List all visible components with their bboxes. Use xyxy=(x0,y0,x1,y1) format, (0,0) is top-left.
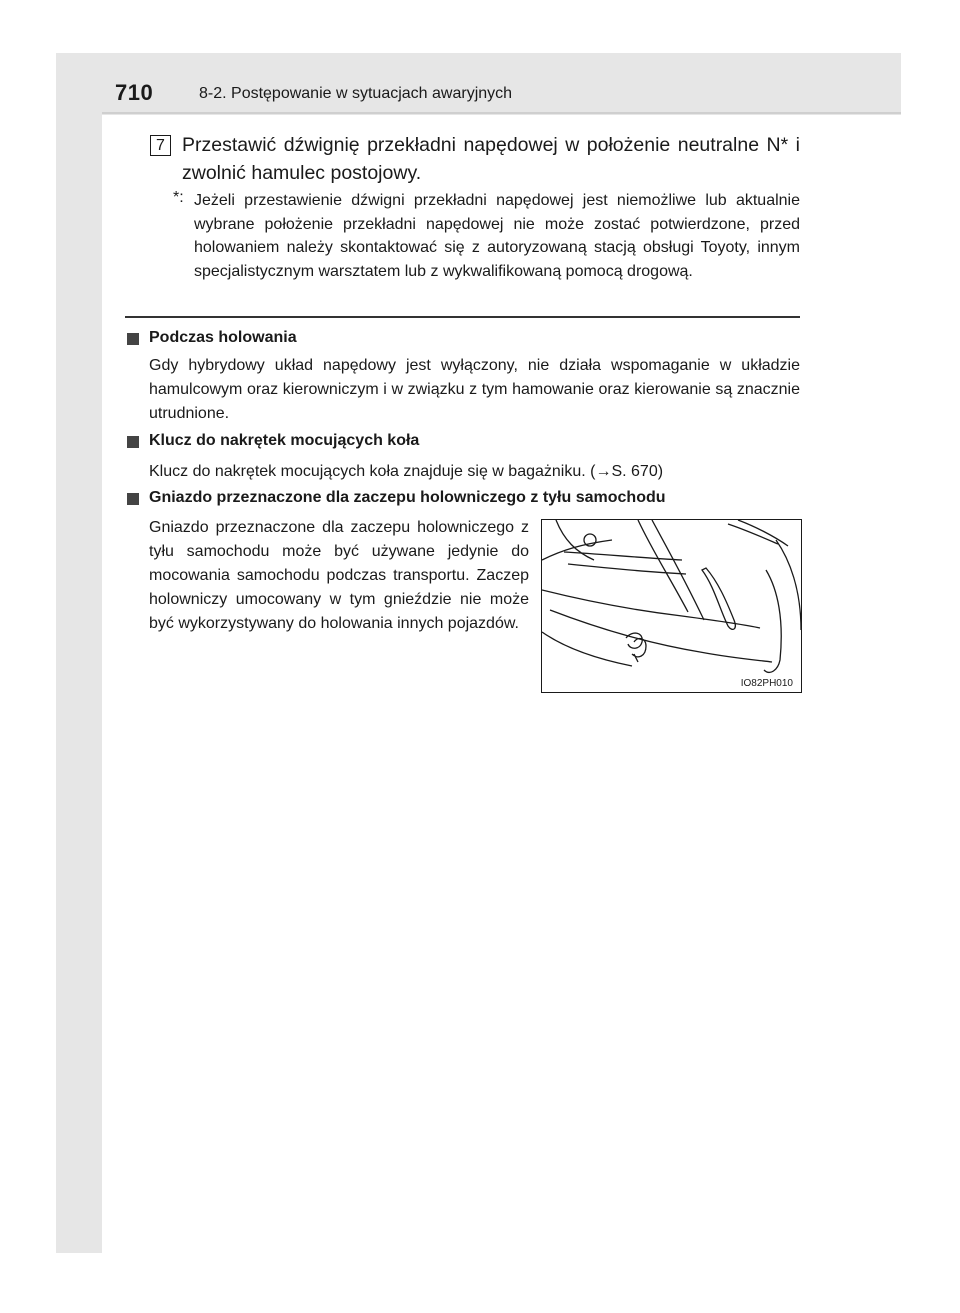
section-body-tow-eye: Gniazdo przeznaczone dla zaczepu holowniczego z tyłu samochodu może być używane jedynie do mocowania samochodu podczas transportu. Zaczep holowniczy umocowany w tym gnieździe nie może być wykorzystywany do holowania innych pojazdów. xyxy=(149,519,529,632)
rear-bumper-illustration xyxy=(541,519,802,693)
note-marker: *: xyxy=(173,189,184,206)
car-rear-drawing xyxy=(542,520,801,692)
section-body-towing: Gdy hybrydowy układ napędowy jest wyłączony, nie działa wspomaganie w układzie hamulcowym oraz kierowniczym i w związku z tym hamowanie oraz kierowanie są znacznie utrudnione. xyxy=(149,357,800,422)
section-body-wrench: Klucz do nakrętek mocujących koła znajduje się w bagażniku. (→S. 670) xyxy=(149,463,664,480)
section-heading-wrench: Klucz do nakrętek mocujących koła xyxy=(149,432,420,449)
step-text: Przestawić dźwignię przekładni napędowej w położenie neutralne N* i zwolnić hamulec postojowy. xyxy=(182,134,800,184)
header-rule xyxy=(102,112,901,114)
section-heading-tow-eye: Gniazdo przeznaczone dla zaczepu holowniczego z tyłu samochodu xyxy=(149,489,666,506)
section-heading-towing: Podczas holowania xyxy=(149,329,297,346)
figure-code: IO82PH010 xyxy=(740,678,793,689)
side-band xyxy=(56,53,102,1253)
square-bullet-icon xyxy=(127,333,139,345)
section-title: 8-2. Postępowanie w sytuacjach awaryjnych xyxy=(199,85,513,102)
square-bullet-icon xyxy=(127,436,139,448)
header-band xyxy=(56,53,901,115)
page-number: 710 xyxy=(115,80,154,105)
step-number-box: 7 xyxy=(150,135,171,156)
square-bullet-icon xyxy=(127,493,139,505)
note-text: Jeżeli przestawienie dźwigni przekładni napędowej jest niemożliwe lub aktualnie wybrane położenie przekładni napędowej nie może zostać potwierdzone, przed holowaniem należy skontaktować się z autoryzowaną stacją obsługi Toyoty, innym specjalistycznym warsztatem lub z wykwalifikowaną pomocą drogową. xyxy=(194,192,800,280)
section-divider xyxy=(125,316,800,318)
